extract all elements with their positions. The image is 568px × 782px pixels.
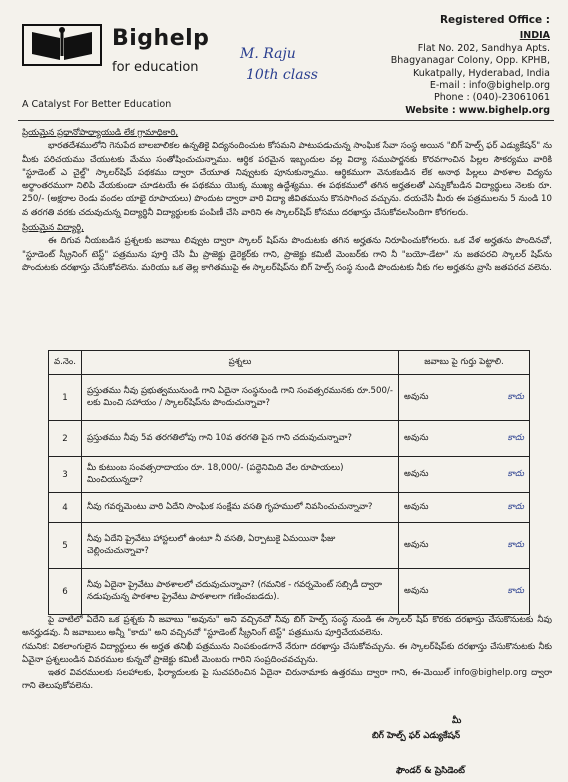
registered-office bbox=[391, 14, 550, 117]
sign-organization: బిగ్ హెల్ప్ ఫర్ ఎడ్యుకేషన్ bbox=[372, 731, 461, 741]
row-number: 5 bbox=[49, 523, 82, 569]
no-option-marked[interactable]: కాదు bbox=[507, 468, 524, 479]
no-option-marked[interactable]: కాదు bbox=[507, 539, 524, 550]
col-number-header: వ.నెం. bbox=[49, 351, 82, 375]
row-number: 2 bbox=[49, 421, 82, 457]
office-title: Registered Office : bbox=[439, 14, 550, 26]
no-option-marked[interactable]: కాదు bbox=[507, 501, 524, 512]
yes-option[interactable]: అవును bbox=[404, 501, 429, 512]
salutation-student: ప్రియమైన విద్యార్థి, bbox=[22, 223, 84, 234]
office-address-3: Kukatpally, Hyderabad, India bbox=[412, 67, 550, 79]
row-number: 4 bbox=[49, 493, 82, 523]
yes-option[interactable]: అవును bbox=[404, 585, 429, 596]
ineligibility-note: పై వాటిలో ఏదేని ఒక ప్రశ్నకు నీ జవాబు "అవును" అని వచ్చినచో నీవు బిగ్ హెల్ప్ సంస్థ నుండి ఈ స్కాలర్ షిప్ కొరకు దరఖాస్తు చేసుకొనుటకు నీవు అనర్హుడవు. నీ జవాబులు అన్నీ "కాదు" అని వచ్చినచో "స్టూడెంట్ స్క్రీనింగ్ టెస్ట్" పత్రమును పూర్తిచేయవలెను. bbox=[22, 615, 552, 639]
footer-section bbox=[22, 614, 552, 694]
row-question: ప్రస్తుతము నీవు 5వ తరగతిలోపు గాని 10వ తరగతి పైన గాని చదువుచున్నావా? bbox=[82, 421, 399, 457]
no-option-marked[interactable]: కాదు bbox=[507, 585, 524, 596]
tagline: A Catalyst For Better Education bbox=[22, 99, 172, 110]
table-row bbox=[49, 375, 530, 421]
row-question: నీవు ఏదేని ప్రైవేటు హాస్టలులో ఉంటూ నీ వసతి, ఏర్పాటుకై ఏమయినా ఫీజు చెల్లించుచున్నావా? bbox=[82, 523, 399, 569]
table-row bbox=[49, 493, 530, 523]
table-row bbox=[49, 523, 530, 569]
handwritten-class: 10th class bbox=[246, 67, 318, 83]
office-address-2: Bhagyanagar Colony, Opp. KPHB, bbox=[390, 55, 550, 67]
student-paragraph: ఈ దిగువ నీయబడిన ప్రశ్నలకు జవాబు లివ్వుట ద్వారా స్కాలర్ షిప్‌ను పొందుటకు తగిన అర్హతను నిరూపించుకోగలరు. ఒక వేళ అర్హతను పొందినచో, "స్టూడెంట్ స్క్రీనింగ్ టెస్ట్" పత్రమును పూర్తి చేసి మీ ప్రాజెక్టు డైరెక్టర్‌కు గాని, ప్రాజెక్టు కమిటీ మెంబర్‌కు గాని నీ "బయో-డేటా" ను జతపరచి స్కాలర్ షిప్‌ను పొందుటకు దరఖాస్తు చేసుకోవలెను. మరియు ఒక తెల్ల కాగితముపై ఈ స్కాలర్‌షిప్‌ను బిగ్ హెల్ప్ సంస్థ నుండి పొందుటకు నీకు గల అర్హతను వ్రాసి జతపరచ వలెను. bbox=[22, 236, 552, 273]
row-question: మీ కుటుంబ సంవత్సరాదాయం రూ. 18,000/- (పద్దెనిమిది వేల రూపాయలు) మించియున్నదా? bbox=[82, 457, 399, 493]
salutation-headmaster: ప్రియమైన ప్రధానోపాధ్యాయుడి లేక గ్రామాధికారి, bbox=[22, 128, 179, 138]
brand-name: Bighelp bbox=[112, 26, 210, 51]
eligibility-table bbox=[48, 350, 530, 615]
table-row bbox=[49, 457, 530, 493]
table-row bbox=[49, 569, 530, 615]
row-question: నీవు గవర్నమెంటు వారి ఏదేని సాంఘిక సంక్షేమ వసతి గృహములో నివసించుచున్నావా? bbox=[82, 493, 399, 523]
intro-section bbox=[22, 127, 552, 275]
col-answer-header: జవాబు పై గుర్తు పెట్టాలి. bbox=[399, 351, 530, 375]
disabled-students-note: గమనిక: వికలాంగులైన విద్యార్థులు ఈ అర్హత తనిఖీ పత్రమును నింపకుండగానే నేరుగా దరఖాస్తు చేసుకోవచ్చును. ఈ స్కాలర్‌షిప్‌కు దరఖాస్తు చేసుకొనుటకు నీకు ఏవైనా ప్రశ్నలుండిన వివరముల కున్నచో ప్రాజెక్టు కమిటీ మెంబరు గారిని సంప్రదించవచ్చును. bbox=[22, 641, 552, 665]
yes-option[interactable]: అవును bbox=[404, 391, 429, 402]
office-email: E-mail : info@bighelp.org bbox=[429, 80, 550, 92]
row-number: 6 bbox=[49, 569, 82, 615]
yes-option[interactable]: అవును bbox=[404, 539, 429, 550]
col-question-header: ప్రశ్నలు bbox=[82, 351, 399, 375]
sign-yours: మీ bbox=[452, 716, 462, 726]
brand-subtitle: for education bbox=[112, 60, 199, 75]
sign-designation: ఫౌండర్ & ప్రెసిడెంట్ bbox=[396, 766, 465, 776]
row-question: ప్రస్తుతము నీవు ప్రభుత్వమునుండి గాని ఏదైనా సంస్థనుండి గాని సంవత్సరమునకు రూ.500/- లకు మించి సహాయం / స్కాలర్‌షిప్‌ను పొందుచున్నావా? bbox=[82, 375, 399, 421]
bighelp-logo bbox=[22, 24, 102, 66]
table-row bbox=[49, 421, 530, 457]
row-number: 1 bbox=[49, 375, 82, 421]
office-country: INDIA bbox=[519, 30, 550, 42]
yes-option[interactable]: అవును bbox=[404, 432, 429, 443]
contact-note: ఇతర వివరములకు సలహాలకు, ఫిర్యాదులకు పై సుచపరించిన ఏదైనా చిరునామాకు ఉత్తరము ద్వారా గాని, ఈ-మెయిల్ info@bighelp.org ద్వారా గాని తెలుపుకోవలెను. bbox=[22, 668, 552, 692]
row-number: 3 bbox=[49, 457, 82, 493]
handwritten-name: M. Raju bbox=[240, 46, 296, 62]
no-option-marked[interactable]: కాదు bbox=[507, 432, 524, 443]
office-address-1: Flat No. 202, Sandhya Apts. bbox=[417, 42, 550, 54]
office-phone: Phone : (040)-23061061 bbox=[434, 92, 550, 104]
table-header-row bbox=[49, 351, 530, 375]
yes-option[interactable]: అవును bbox=[404, 468, 429, 479]
row-question: నీవు ఏదైనా ప్రైవేటు పాఠశాలలో చదువుచున్నావా? (గమనిక - గవర్నమెంట్ సబ్సిడీ ద్వారా నడుపుచున్న పాఠశాల ప్రైవేటు పాఠశాలగా గణించబడదు). bbox=[82, 569, 399, 615]
intro-paragraph: భారతదేశములోని గెనుపేద బాలబాలికల ఉన్నతికై విద్యనందించుట కోసమని పాటుపడుచున్న సాంఘిక సేవా సంస్థ అయిన "బిగ్ హెల్ప్ ఫర్ ఎడ్యుకేషన్" ను మీకు పరిచయము చేయుటకు మేము సంతోషించుచున్నాము. ఆర్థిక పరమైన ఇబ్బందుల వల్ల విద్యా సముపార్జనకు కొరవగాంచిన పిల్లల సౌకర్యము వారికి "స్టూడెంట్ ఎ చైల్డ్" స్కాలర్‌షిప్ పథకము ద్వారా చేయూత నివ్వుటకు పూనుకున్నాము. ఆర్థికముగా వెనుకబడిన లేక అనాథ పిల్లలు పాఠశాల విద్యను అర్థాంతరముగా నిలిపి వేయకుండా చూడటయే ఈ పథకము యొక్క ముఖ్య ఉద్దేశ్యము. ఈ పథకములో తగిన అర్హతలతో ఎన్నుకోబడిన విద్యార్థులు నెలకు రూ. 250/- (అక్షరాల రెండు వందల యాభై రూపాయలు) పొందుట ద్వారా వారి విద్యా జీవితమును కొనసాగించ వచ్చును. దయచేసి మీరు ఈ పత్రములను 5 నుండి 10 వ తరగతి వరకు చదువుచున్న విద్యార్థినీ విద్యార్థులకు పంపిణీ చేసి వారిని ఈ స్కాలర్‌షిప్ కోసము దరఖాస్తు చేసుకోవలసిందిగా కోరగలరు. bbox=[22, 141, 552, 218]
no-option-marked[interactable]: కాదు bbox=[507, 391, 524, 402]
office-website: Website : www.bighelp.org bbox=[405, 104, 550, 116]
header-divider bbox=[18, 120, 554, 121]
